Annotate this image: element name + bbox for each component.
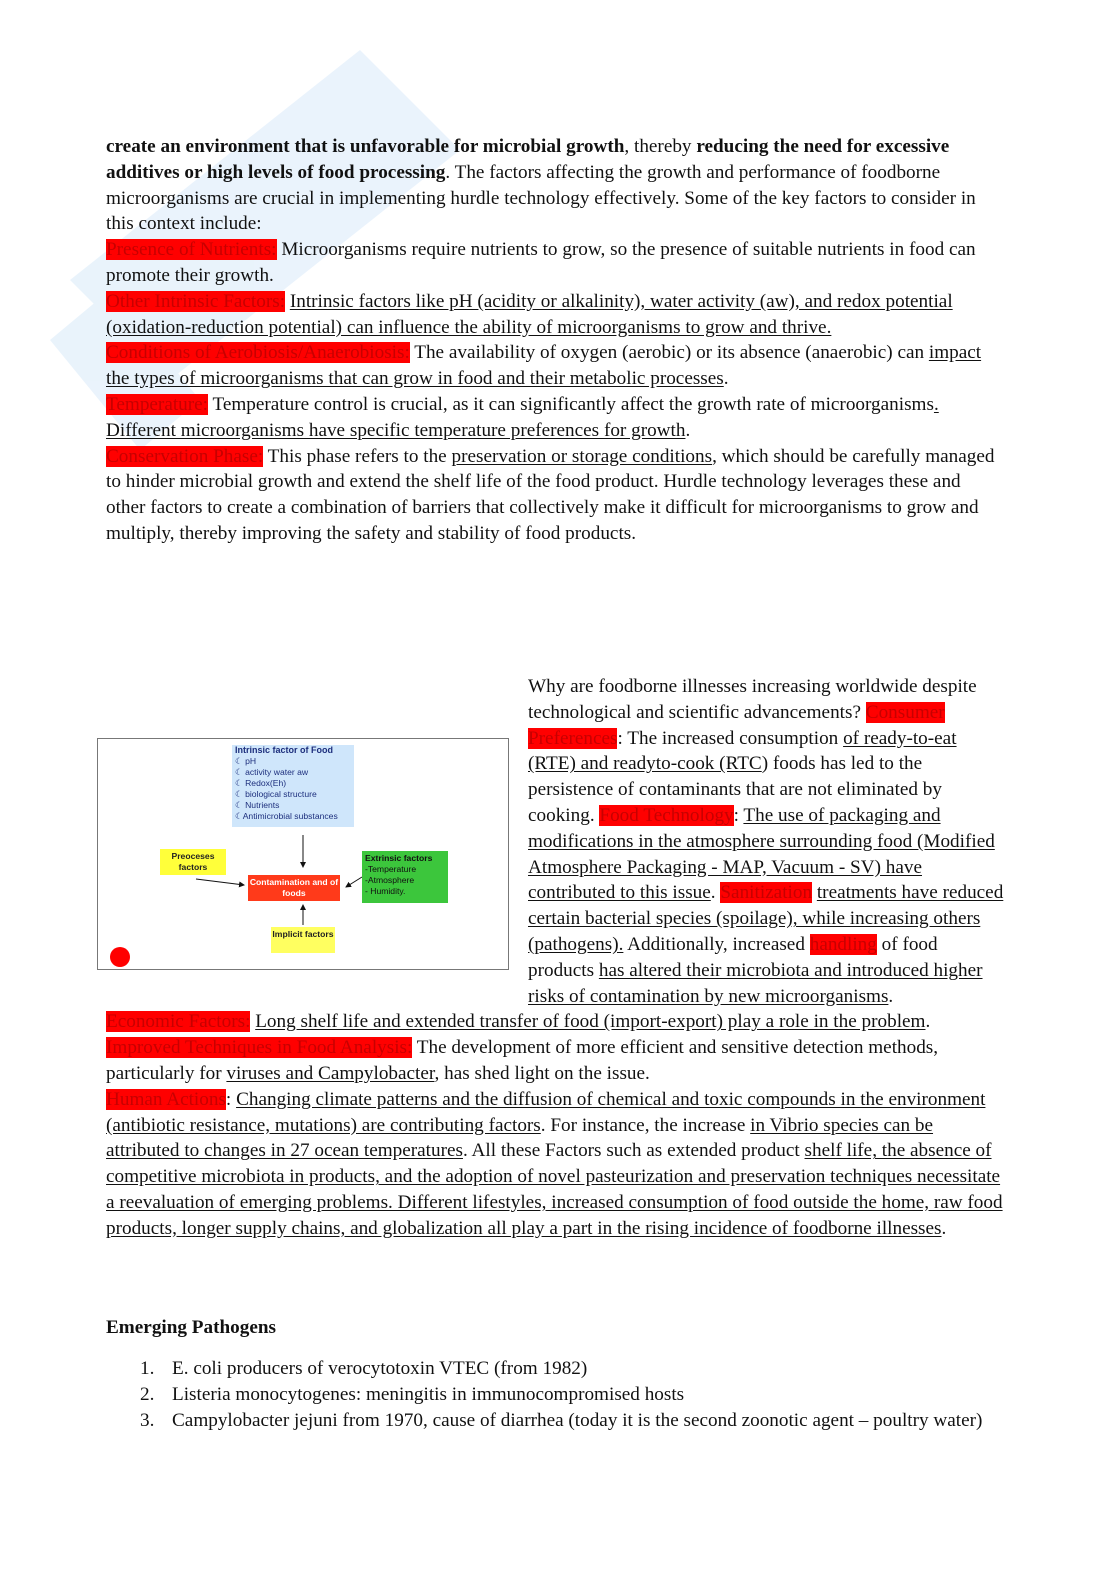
list-item [106,1382,1006,1408]
factor-underlined: preservation or storage conditions [451,445,713,467]
extrinsic-item: -Atmosphere [365,875,415,885]
intro-bold-1: create an environment that is unfavorable for microbial growth [106,136,625,157]
intro-text-1: , thereby [624,136,697,157]
human-actions-label: Human Actions [106,1088,226,1110]
factor-underlined: impact the types of microorganisms that can grow in food and their metabolic processes [106,342,982,390]
list-text: Listeria monocytogenes: meningitis in immunocompromised hosts [172,1383,685,1405]
process-factors-box: Preoceses factors [160,849,226,875]
factor-intrinsic [106,289,1004,341]
intro-bold-2: reducing the need for excessive additives or high levels of food processing [106,136,950,183]
intrinsic-item: ☾ pH [235,756,257,766]
factor-label: Conditions of Aerobiosis/Anaerobiosis: [106,342,410,364]
extrinsic-title: Extrinsic factors [365,853,433,863]
list-number: 2. [140,1383,155,1405]
factor-temperature [106,392,1004,444]
arrow-process [196,879,244,885]
intrinsic-item: ☾ Nutrients [235,800,280,810]
list-item [106,1356,1006,1382]
handling-underlined: has altered their microbiota and introduced higher risks of contamination by new microorganisms [528,959,983,1007]
factor-text-end: . [925,1011,931,1033]
factor-label: Conservation Phase: [106,445,264,467]
factor-label: Improved Techniques in Food Analysis: [106,1037,413,1059]
factor-nutrients [106,237,1004,289]
sanitization-underlined: treatments have reduced certain bacterial species (spoilage), while increasing others (pathogens). [528,882,1004,955]
factor-text: This phase refers to the [263,445,452,467]
consumer-underlined: of ready-to-eat (RTE) and readyto-cook (RTC [528,727,957,775]
consumer-text: : The increased consumption [617,727,844,749]
factor-text: Microorganisms require nutrients to grow, so the presence of suitable nutrients in food can promote their growth. [106,239,976,286]
human-underlined-1: Changing climate patterns and the diffusion of chemical and toxic compounds in the environment (antibiotic resistance, mutations) are contributing factors [106,1088,986,1136]
foodtech-underlined: The use of packaging and modifications in the atmosphere surrounding food (Modified Atmosphere Packaging - MAP, Vacuum - SV) have contributed to this issue [528,804,995,904]
factor-text-end: , which should be carefully managed to hinder microbial growth and extend the shelf life of the food product. Hurdle technology leverages these and other factors to create a combination of barriers that collectively make it difficult for microorganisms to grow and multiply, thereby improving the safety and stability of food products. [106,445,995,544]
human-text-2: . All these Factors such as extended product [462,1140,805,1162]
factor-text-end: . [685,419,691,441]
human-underlined-3: shelf life, the absence of competitive microbiota in products, and the adoption of novel pasteurization and preservation techniques necessitate a reevaluation of emerging problems. Different lifestyles, increased consumption of food outside the home, raw food products, longer supply chains, and globalization all play a part in the rising incidence of foodborne illnesses [106,1140,1003,1239]
factor-text-end: , has shed light on the issue. [434,1062,650,1084]
factor-text-end: . [723,368,729,390]
list-item [106,1408,1006,1434]
intrinsic-title: Intrinsic factor of Food [235,745,333,755]
factor-analysis [106,1035,1004,1087]
foodtech-text-end: . [710,882,721,904]
factor-label: Temperature: [106,393,208,415]
list-number: 3. [140,1409,155,1431]
factor-text: Temperature control is crucial, as it can significantly affect the growth rate of microorganisms [208,393,934,415]
red-dot-marker [110,947,130,967]
additionally-text: Additionally, increased [623,933,810,955]
intrinsic-item: ☾ Redox(Eh) [235,778,287,788]
intrinsic-factors-box [232,745,354,827]
factor-label: Economic Factors: [106,1011,251,1033]
intro-text-2: . The factors affecting the growth and performance of foodborne microorganisms are crucial in implementing hurdle technology effectively. Some of the key factors to consider in this context include: [106,161,976,235]
factor-text: The availability of oxygen (aerobic) or its absence (anaerobic) can [409,342,929,364]
extrinsic-item: -Temperature [365,864,417,874]
handling-text: of food products [528,933,938,981]
factor-human [106,1087,1004,1242]
contamination-box: Contamination and of foods [248,875,340,901]
human-text-1: . For instance, the increase [540,1114,751,1136]
factor-underlined: viruses and Campylobacter [226,1062,435,1084]
factor-label: Presence of Nutrients: [106,239,277,261]
foodtech-sep: : [733,804,744,826]
factor-economic [106,1009,1004,1035]
list-text: E. coli producers of verocytotoxin VTEC (from 1982) [172,1358,588,1379]
handling-label: handling [809,933,877,955]
factor-aerobiosis [106,340,1004,392]
emerging-pathogens-list [106,1356,1006,1433]
arrow-extrinsic [346,877,362,887]
factor-label: Other Intrinsic Factors: [106,290,286,312]
intrinsic-item: ☾Antimicrobial substances [235,811,338,821]
extrinsic-item: - Humidity. [365,886,406,896]
list-text: Campylobacter jejuni from 1970, cause of diarrhea (today it is the second zoonotic agent – poultry water) [172,1409,983,1431]
human-underlined-2: in Vibrio species can be attributed to changes in 27 ocean temperatures [106,1114,934,1162]
factor-conservation [106,444,1004,547]
handling-text-end: . [888,985,894,1007]
consumer-preferences-label: Consumer Preferences [528,701,945,749]
extrinsic-factors-box [362,851,448,903]
factor-underlined: . Different microorganisms have specific temperature preferences for growth [106,393,939,441]
intrinsic-item: ☾ biological structure [235,789,317,799]
why-question: Why are foodborne illnesses increasing worldwide despite technological and scientific advancements? [528,676,977,723]
food-factors-diagram [97,738,509,970]
human-sep: : [225,1088,237,1110]
factor-text: The development of more efficient and sensitive detection methods, particularly for [106,1037,939,1084]
section-heading: Emerging Pathogens [106,1317,277,1338]
intrinsic-item: ☾ activity water aw [235,767,309,777]
human-text-3: . [941,1217,947,1239]
consumer-text-end: ) foods has led to the persistence of contaminants that are not eliminated by cooking. [528,753,942,826]
sanitization-label: Sanitization [720,882,813,904]
factor-underlined: Intrinsic factors like pH (acidity or alkalinity), water activity (aw), and redox potential (oxidation-reduction potential) can influence the ability of microorganisms to grow and thrive. [106,290,953,338]
factor-underlined: Long shelf life and extended transfer of food (import-export) play a role in the problem [255,1011,926,1033]
intro-paragraph [106,134,1004,547]
implicit-factors-box: Implicit factors [271,927,335,953]
list-number: 1. [140,1358,155,1379]
food-technology-label: Food Technology [599,804,734,826]
